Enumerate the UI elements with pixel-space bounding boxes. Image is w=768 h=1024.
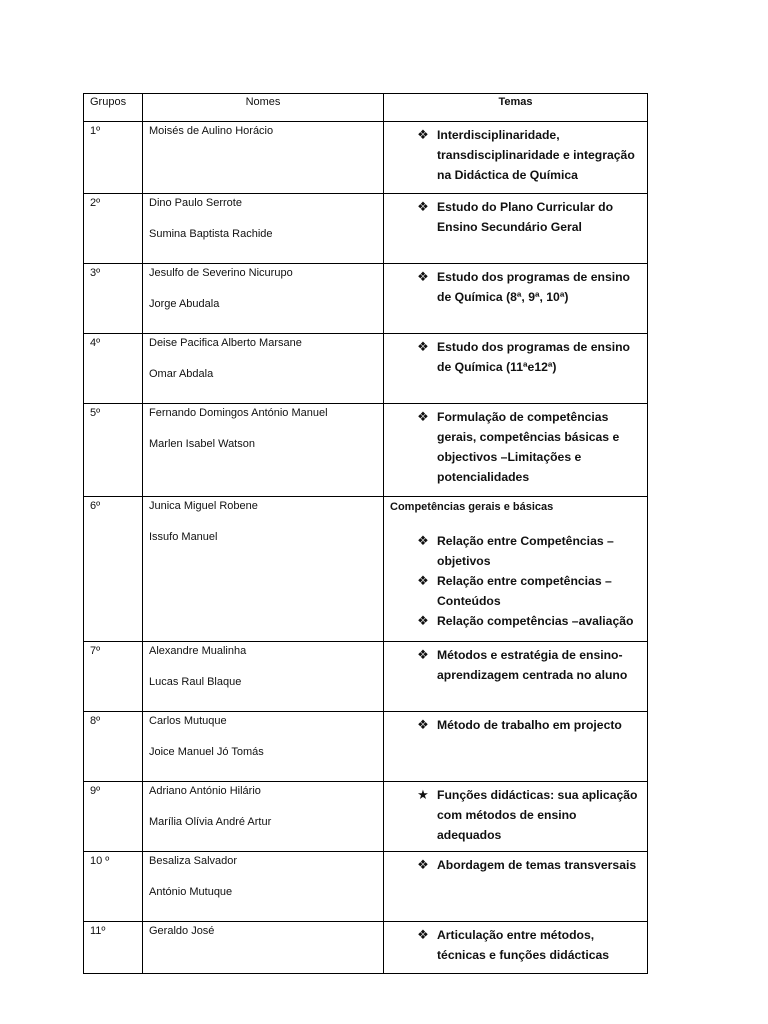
names-cell xyxy=(143,852,384,922)
group-cell xyxy=(84,404,143,497)
theme-text: Abordagem de temas transversais xyxy=(437,858,637,872)
theme-item xyxy=(390,855,641,875)
table-row xyxy=(84,404,648,497)
diamond-bullet-icon: ❖ xyxy=(417,339,429,354)
theme-item xyxy=(390,785,641,845)
member-name: Joice Manuel Jó Tomás xyxy=(149,746,264,758)
member-name: Marlen Isabel Watson xyxy=(149,438,255,450)
header-row xyxy=(84,94,648,122)
table-row xyxy=(84,712,648,782)
member-name: Deise Pacifica Alberto Marsane xyxy=(149,337,302,349)
theme-item xyxy=(390,925,641,965)
group-number: 9º xyxy=(90,785,101,797)
member-name: António Mutuque xyxy=(149,886,233,898)
theme-text: Interdisciplinaridade, transdisciplinaridade e integração na Didáctica de Química xyxy=(437,128,635,182)
theme-text: Relação competências –avaliação xyxy=(437,614,634,628)
theme-text: Relação entre Competências –objetivos xyxy=(437,534,614,568)
member-name: Omar Abdala xyxy=(149,368,214,380)
diamond-bullet-icon: ❖ xyxy=(417,927,429,942)
member-name: Adriano António Hilário xyxy=(149,785,261,797)
diamond-bullet-icon: ❖ xyxy=(417,857,429,872)
member-name: Sumina Baptista Rachide xyxy=(149,228,273,240)
member-name: Fernando Domingos António Manuel xyxy=(149,407,328,419)
group-cell xyxy=(84,922,143,974)
member-name: Dino Paulo Serrote xyxy=(149,197,242,209)
theme-text: Funções didácticas: sua aplicação com métodos de ensino adequados xyxy=(437,788,638,842)
names-list xyxy=(143,264,383,333)
group-number: 2º xyxy=(90,197,101,209)
names-list xyxy=(143,642,383,711)
themes-cell xyxy=(384,852,648,922)
table-row xyxy=(84,782,648,852)
themes-cell xyxy=(384,782,648,852)
header-nomes: Nomes xyxy=(143,94,384,122)
group-number: 6º xyxy=(90,500,101,512)
member-name: Issufo Manuel xyxy=(149,531,218,543)
group-number: 7º xyxy=(90,645,101,657)
names-list xyxy=(143,852,383,921)
diamond-bullet-icon: ❖ xyxy=(417,717,429,732)
themes-list xyxy=(384,334,647,381)
member-name: Alexandre Mualinha xyxy=(149,645,247,657)
member-name: Geraldo José xyxy=(149,925,215,937)
names-cell xyxy=(143,194,384,264)
themes-cell xyxy=(384,712,648,782)
names-cell xyxy=(143,497,384,642)
theme-item xyxy=(390,407,641,487)
table-row xyxy=(84,642,648,712)
theme-item xyxy=(390,645,641,685)
group-number: 10 º xyxy=(90,855,110,867)
group-number: 8º xyxy=(90,715,101,727)
header-temas: Temas xyxy=(384,94,648,122)
group-cell xyxy=(84,264,143,334)
themes-list xyxy=(384,712,647,739)
themes-list xyxy=(384,922,647,969)
names-list xyxy=(143,404,383,473)
themes-list xyxy=(384,264,647,311)
diamond-bullet-icon: ❖ xyxy=(417,647,429,662)
names-list xyxy=(143,194,383,263)
theme-item xyxy=(390,571,641,611)
theme-text: Métodos e estratégia de ensino-aprendizagem centrada no aluno xyxy=(437,648,628,682)
themes-list xyxy=(384,782,647,849)
names-cell xyxy=(143,122,384,194)
themes-list xyxy=(384,497,647,635)
member-name: Moisés de Aulino Horácio xyxy=(149,125,274,137)
names-cell xyxy=(143,264,384,334)
group-number: 4º xyxy=(90,337,101,349)
member-name: Junica Miguel Robene xyxy=(149,500,258,512)
themes-list xyxy=(384,404,647,491)
member-name: Jorge Abudala xyxy=(149,298,220,310)
diamond-bullet-icon: ❖ xyxy=(417,409,429,424)
theme-text: Articulação entre métodos, técnicas e funções didácticas xyxy=(437,928,610,962)
theme-item xyxy=(390,125,641,185)
member-name: Besaliza Salvador xyxy=(149,855,238,867)
theme-item xyxy=(390,267,641,307)
names-list xyxy=(143,497,383,566)
theme-item xyxy=(390,337,641,377)
group-cell xyxy=(84,497,143,642)
group-number: 3º xyxy=(90,267,101,279)
diamond-bullet-icon: ❖ xyxy=(417,573,429,588)
group-number: 11º xyxy=(90,925,106,937)
table-row xyxy=(84,852,648,922)
member-name: Marília Olívia André Artur xyxy=(149,816,272,828)
themes-cell xyxy=(384,122,648,194)
diamond-bullet-icon: ❖ xyxy=(417,269,429,284)
themes-heading: Competências gerais e básicas xyxy=(390,501,554,513)
header-grupos: Grupos xyxy=(84,94,143,122)
names-list xyxy=(143,334,383,403)
table-row xyxy=(84,194,648,264)
names-list xyxy=(143,122,383,160)
themes-cell xyxy=(384,194,648,264)
group-cell xyxy=(84,122,143,194)
theme-text: Estudo dos programas de ensino de Química (8ª, 9ª, 10ª) xyxy=(437,270,631,304)
theme-text: Relação entre competências – Conteúdos xyxy=(437,574,612,608)
themes-list xyxy=(384,852,647,879)
themes-cell xyxy=(384,334,648,404)
themes-cell xyxy=(384,642,648,712)
theme-item xyxy=(390,197,641,237)
theme-text: Método de trabalho em projecto xyxy=(437,718,622,732)
names-list xyxy=(143,712,383,781)
names-list xyxy=(143,922,383,960)
table-row xyxy=(84,497,648,642)
names-cell xyxy=(143,404,384,497)
group-cell xyxy=(84,712,143,782)
member-name: Carlos Mutuque xyxy=(149,715,227,727)
member-name: Jesulfo de Severino Nicurupo xyxy=(149,267,293,279)
member-name: Lucas Raul Blaque xyxy=(149,676,242,688)
names-cell xyxy=(143,712,384,782)
group-cell xyxy=(84,194,143,264)
names-list xyxy=(143,782,383,851)
star-bullet-icon: ★ xyxy=(417,787,429,802)
theme-item xyxy=(390,715,641,735)
themes-list xyxy=(384,122,647,189)
groups-table xyxy=(83,93,648,974)
themes-cell xyxy=(384,922,648,974)
table-row xyxy=(84,334,648,404)
group-cell xyxy=(84,852,143,922)
themes-cell xyxy=(384,264,648,334)
diamond-bullet-icon: ❖ xyxy=(417,533,429,548)
table-row xyxy=(84,922,648,974)
group-cell xyxy=(84,334,143,404)
diamond-bullet-icon: ❖ xyxy=(417,127,429,142)
theme-text: Estudo do Plano Curricular do Ensino Secundário Geral xyxy=(437,200,614,234)
themes-cell xyxy=(384,404,648,497)
theme-text: Formulação de competências gerais, competências básicas e objectivos –Limitações e potencialidades xyxy=(437,410,620,484)
group-number: 1º xyxy=(90,125,101,137)
diamond-bullet-icon: ❖ xyxy=(417,613,429,628)
themes-list xyxy=(384,642,647,689)
themes-list xyxy=(384,194,647,241)
group-cell xyxy=(84,782,143,852)
theme-item xyxy=(390,611,641,631)
theme-item xyxy=(390,531,641,571)
names-cell xyxy=(143,782,384,852)
group-number: 5º xyxy=(90,407,101,419)
diamond-bullet-icon: ❖ xyxy=(417,199,429,214)
table-row xyxy=(84,264,648,334)
theme-text: Estudo dos programas de ensino de Química (11ªe12ª) xyxy=(437,340,631,374)
table-row xyxy=(84,122,648,194)
names-cell xyxy=(143,922,384,974)
names-cell xyxy=(143,642,384,712)
themes-cell xyxy=(384,497,648,642)
group-cell xyxy=(84,642,143,712)
names-cell xyxy=(143,334,384,404)
